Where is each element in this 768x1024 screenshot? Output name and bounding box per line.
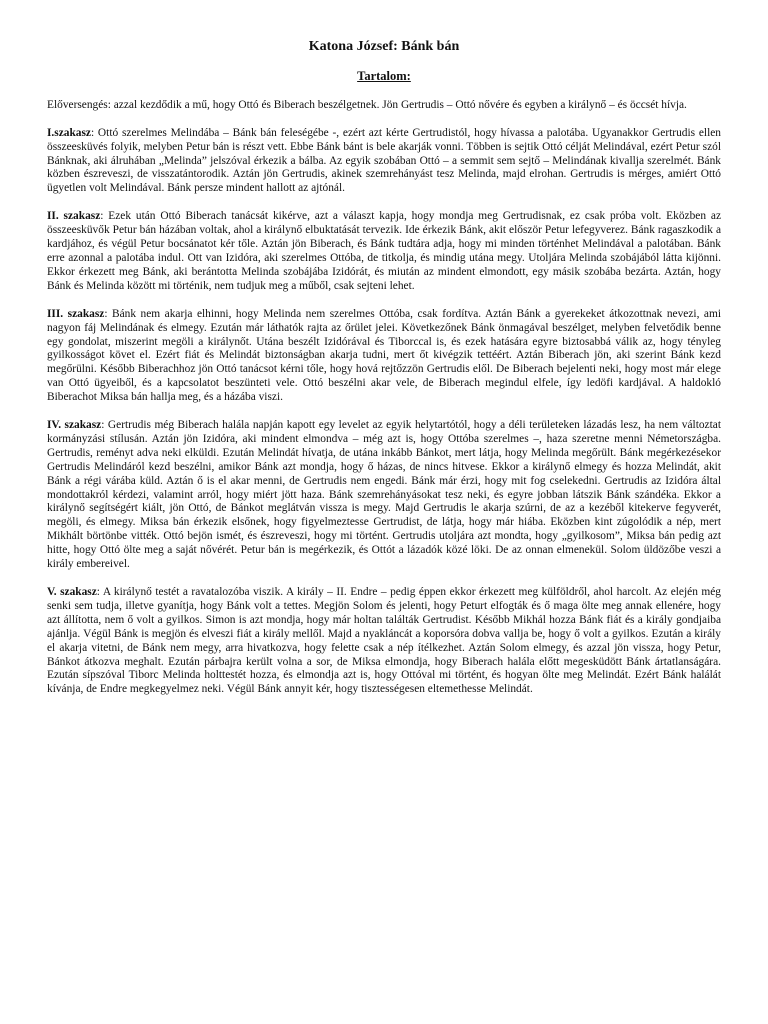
section-text: : Gertrudis még Biberach halála napján kapott egy levelet az egyik helytartótól, hogy a déli területeken lázadás lesz, ha nem változtat kormányzási stílusán. Aztán jön Izidóra, aki mindent elmondva – még azt is, hogy Ottóba szerelmes –, haza szeretne menni Németországba. Gertrudis, reményt adva neki elküldi. Ezután Melindát hívatja, de utána inkább Bánkot, mert látja, hogy Melinda megőrült. Bánk megérkezésekor Gertrudis Melindáról kezd beszélni, amikor Bánk azt mondja, hogy ő házas, de nincs hitvese. Ekkor a királynő elmegy és hozza Melindát, akit Bánk a régi várába küld. Aztán ő is el akar menni, de Gertrudis nem engedi. Bánk már érzi, hogy mit fog cselekedni. Gertrudis az Izidóra által mondottakról kérdezi, valamint arról, hogy miért jött haza. Bánk szemrehányásokat tesz neki, és egyre jobban látszik Bánk szándéka. Ekkor a királynő segítségért kiált, jön Ottó, de Bánkot meglátván vissza is megy. Majd Gertrudis le akarja szúrni, de az a kezéből kitekerve fegyverét, megöli, és elmegy. Miksa bán érkezik elsőnek, hogy figyelmeztesse Gertrudist, de látja, hogy már hiába. Eközben kint zúgolódik a nép, mert Mikhált börtönbe vitték. Ottó bejön ismét, és észreveszi, hogy mi történt. Gertrudis utoljára azt mondta, hogy „gyilkosom”, Miksa bán pedig azt hitte, hogy Ottó ölte meg a saját nővérét. Petur bán is megérkezik, és Ottót a lázadók közé löki. De az onnan elmenekül. Solom üldözőbe veszi a király embereivel.	[47, 419, 721, 571]
section-text: : Ottó szerelmes Melindába – Bánk bán feleségébe -, ezért azt kérte Gertrudistól, hogy hívassa a palotába. Ugyanakkor Gertrudis ellen összeesküvés folyik, melyben Petur bán is részt vett. Ebbe Bánk bánt is bele akarják vonni. Többen is sejtik Ottó célját Melindával, ezért Petur szól Bánknak, aki álruhában „Melinda” jelszóval érkezik a bálba. Az egyik szobában Ottó – a semmit sem sejtő – Melindának kivallja szerelmét. Bánk közben észreveszi, de visszatántorodik. Aztán jön Gertrudis, akinek szemrehányást tesz Melinda, majd elrohan. Gertrudis is mérges, amiért Ottó ügyetlen volt Melindával. Bánk persze mindent hallott az ajtónál.	[47, 126, 721, 195]
section-text: : A királynő testét a ravatalozóba viszik. A király – II. Endre – pedig éppen ekkor érkezett meg külföldről, ahol harcolt. Az elején még senki sem tudja, illetve gyanítja, hogy Bánk volt a tettes. Megjön Solom és jelenti, hogy Peturt elfogták és ő maga ölte meg annak ellenére, hogy azt állította, nem ő volt a gyilkos. Simon is azt mondja, hogy már holtan találták Gertrudist. Később Mikhál hozza Bánk fiát és a király gondjaiba ajánlja. Végül Bánk is megjön és elveszi fiát a király mellől. Majd a nyakláncát a koporsóra dobva vallja be, hogy ő volt a gyilkos. Ezután a király el akarja vitetni, de Bánk nem megy, arra hivatkozva, hogy felette csak a nép ítélkezhet. Aztán Solom elmegy, és azzal jön vissza, hogy Petur, Bánkot átkozva meghalt. Ezután párbajra került volna a sor, de Miksa elmondja, hogy Biberach halála előtt megesküdött Bánk ártatlanságára. Ezután sípszóval Tiborc Melinda holttestét hozza, és elmondja azt is, hogy Ottóval mi történt, és hogyan ölte meg Melindát. Ezért Bánk halálát kívánja, de Endre megkegyelmez neki. Végül Bánk annyit kér, hogy tisztességesen eltemethesse Melindát.	[47, 586, 721, 696]
section-heading: IV. szakasz	[47, 419, 102, 432]
section-paragraph	[47, 586, 721, 697]
section-paragraph	[47, 308, 721, 405]
document-title: Katona József: Bánk bán	[308, 39, 460, 54]
section-heading: I.szakasz	[47, 126, 91, 139]
section-paragraph	[47, 419, 721, 572]
section-paragraph	[47, 127, 721, 197]
section-heading: II. szakasz	[47, 210, 101, 223]
intro-paragraph: Előversengés: azzal kezdődik a mű, hogy Ottó és Biberach beszélgetnek. Jön Gertrudis – Ottó nővére és egyben a királynő – és öccsét hívja.	[47, 98, 687, 111]
section-text: : Bánk nem akarja elhinni, hogy Melinda nem szerelmes Ottóba, csak fordítva. Aztán Bánk a gyerekeket átkozottnak nevezi, ami nagyon fáj Melindának és elmegy. Ezután már láthatók rajta az őrület jelei. Következőnek Bánk önmagával beszélget, melyben felvetődik benne egy gondolat, miszerint megöli a királynőt. Utána beszélt Izidórával és Tiborccal is, és ezek hatására egyre biztosabbá válik az, hogy tényleg gyilkosságot követ el. Ezért fiát és Melindát biztonságban akarja tudni, mert őt kivégzik tettéért. Aztán Biberach jön, aki szerint Bánk kezd megőrülni. Később Biberachhoz jön Ottó tanácsot kérni tőle, hogy hová rejtőzzön Gertrudis elől. De Biberach bejelenti neki, hogy most már elege van Ottó ügyeiből, és a kapcsolatot beszünteti vele. Ottó beszélni akar vele, de Biberach megindul elfele, így ledöfi kardjával. A haldokló Biberachot Miksa bán hallja meg, és a házába viszi.	[47, 307, 721, 404]
section-heading: III. szakasz	[47, 307, 105, 320]
section-paragraph	[47, 210, 721, 293]
section-heading: V. szakasz	[47, 586, 97, 598]
document-subtitle: Tartalom:	[357, 68, 411, 83]
section-text: : Ezek után Ottó Biberach tanácsát kikérve, azt a választ kapja, hogy mondja meg Gertrudisnak, ez csak próba volt. Eközben az összeesküvők Petur bán házában voltak, ahol a királynő elbuktatását tervezik. Ide érkezik Bánk, akit először Petur lefegyverez. Bánk ragaszkodik a kardjához, és végül Petur bocsánatot kér tőle. Aztán jön Biberach, és Bánk tudtára adja, hogy mi minden történhet Melindával a palotában. Bánk erre azonnal a palotába indul. Ott van Izidóra, aki szerelmes Ottóba, de titkolja, és mindig utána megy. Utoljára Melinda szobájából látta kijönni. Ekkor érkezett meg Bánk, aki berántotta Melinda szobájába Izidórát, és miután az mindent elmondott, egy másik szobába bezárta. Aztán, hogy Bánk és Melinda között mi történik, nem tudjuk meg a műből, csak sejteni lehet.	[47, 210, 721, 292]
document-page	[47, 40, 721, 711]
